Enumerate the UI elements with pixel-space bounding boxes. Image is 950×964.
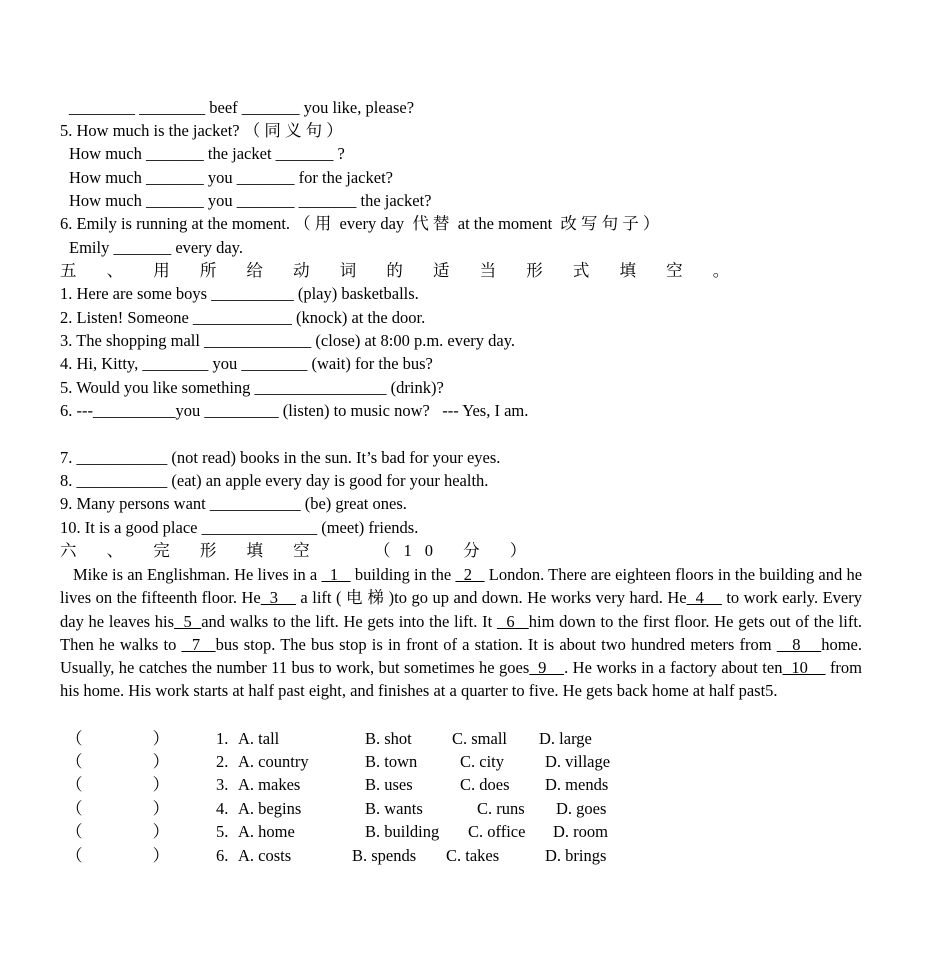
option-a: A. begins — [238, 799, 302, 818]
option-c: C. takes — [446, 846, 500, 865]
option-b: B. uses — [365, 775, 413, 794]
passage-text: bus stop. The bus stop is in front of a station. It is about two hundred meters from — [215, 634, 777, 654]
answer-bracket: （ ） — [66, 822, 170, 841]
cloze-blank: 4 — [686, 588, 722, 608]
fill-item: 8. ___________ (eat) an apple every day is good for your health. — [60, 471, 489, 490]
question-5-line-b: How much _______ you _______ for the jacket? — [69, 168, 393, 187]
passage-text: him down to the first floor. He gets out of the lift. Then he walks to — [60, 611, 863, 654]
passage-text: from his home. His work starts at half past eight, and finishes at a quarter to five. He gets back home at half past5. — [60, 658, 863, 701]
question-5-line-a: How much _______ the jacket _______ ? — [69, 144, 345, 163]
cloze-blank: 6 — [496, 611, 529, 631]
fill-item: 7. ___________ (not read) books in the sun. It’s bad for your eyes. — [60, 448, 501, 467]
option-b: B. spends — [352, 846, 417, 865]
cloze-blank: 2 — [455, 565, 485, 584]
option-d: D. mends — [545, 775, 609, 794]
option-a: A. home — [238, 822, 295, 841]
fill-item: 6. ---__________you _________ (listen) to music now? --- Yes, I am. — [60, 401, 529, 420]
cloze-blank: 3 — [260, 588, 296, 608]
answer-bracket: （ ） — [66, 846, 170, 865]
question-6: 6. Emily is running at the moment. （ 用 every day 代 替 at the moment 改 写 句 子 ） — [60, 214, 660, 233]
question-number: 3. — [216, 775, 229, 794]
option-c: C. runs — [477, 799, 525, 818]
option-b: B. building — [365, 822, 440, 841]
passage-text: London. There are eighteen floors in the building and he lives on the fifteenth floor. He — [60, 565, 863, 608]
cloze-blank: 1 — [321, 565, 351, 584]
option-d: D. room — [553, 822, 608, 841]
option-c: C. office — [468, 822, 526, 841]
passage-text: Mike is an Englishman. He lives in a — [73, 565, 322, 584]
fill-item: 4. Hi, Kitty, ________ you ________ (wait) for the bus? — [60, 354, 433, 373]
passage-text: home. Usually, he catches the number 11 bus to work, but sometimes he goes — [60, 634, 862, 678]
option-a: A. makes — [238, 775, 301, 794]
question-number: 2. — [216, 752, 229, 771]
option-d: D. village — [545, 752, 611, 771]
cloze-blank: 10 — [782, 658, 826, 678]
question-number: 4. — [216, 799, 229, 818]
passage-text: to work early. Every day he leaves his — [60, 588, 863, 631]
option-c: C. small — [452, 729, 508, 748]
cloze-blank: 5 — [174, 611, 202, 631]
answer-bracket: （ ） — [66, 729, 170, 748]
question-5: 5. How much is the jacket? （ 同 义 句 ） — [60, 121, 343, 140]
cloze-blank: 9 — [529, 658, 565, 678]
question-5-line-c: How much _______ you _______ _______ the jacket? — [69, 191, 432, 210]
section-5-title: 五 、 用 所 给 动 词 的 适 当 形 式 填 空 。 — [60, 261, 743, 280]
passage-text: building in the — [350, 565, 456, 584]
option-c: C. city — [460, 752, 504, 771]
question-6-line-a: Emily _______ every day. — [69, 238, 243, 257]
passage-text: a lift ( 电 梯 )to go up and down. He works very hard. He — [295, 588, 687, 608]
cloze-blank: 7 — [181, 634, 216, 654]
passage-text: . He works in a factory about ten — [564, 658, 783, 678]
cloze-blank: 8 — [776, 634, 822, 654]
option-c: C. does — [460, 775, 510, 794]
fill-item: 5. Would you like something ________________ (drink)? — [60, 378, 444, 397]
option-a: A. costs — [238, 846, 292, 865]
option-d: D. large — [539, 729, 592, 748]
option-b: B. wants — [365, 799, 423, 818]
fill-item: 2. Listen! Someone ____________ (knock) at the door. — [60, 308, 426, 327]
section-6-title: 六 、 完 形 填 空 （10 分 ） — [60, 541, 540, 560]
fill-item: 3. The shopping mall _____________ (close) at 8:00 p.m. every day. — [60, 331, 516, 350]
cloze-passage — [60, 563, 862, 703]
option-b: B. town — [365, 752, 418, 771]
option-d: D. goes — [556, 799, 607, 818]
answer-bracket: （ ） — [66, 752, 170, 771]
answer-bracket: （ ） — [66, 775, 170, 794]
sentence-line: ________ ________ beef _______ you like, please? — [69, 98, 415, 117]
option-a: A. tall — [238, 729, 280, 748]
question-number: 5. — [216, 822, 229, 841]
passage-text: and walks to the lift. He gets into the lift. It — [201, 611, 497, 631]
option-b: B. shot — [365, 729, 412, 748]
question-number: 1. — [216, 729, 229, 748]
fill-item: 9. Many persons want ___________ (be) great ones. — [60, 494, 407, 513]
option-d: D. brings — [545, 846, 607, 865]
answer-bracket: （ ） — [66, 799, 170, 818]
option-a: A. country — [238, 752, 309, 771]
fill-item: 10. It is a good place ______________ (meet) friends. — [60, 518, 419, 537]
fill-item: 1. Here are some boys __________ (play) basketballs. — [60, 284, 419, 303]
question-number: 6. — [216, 846, 229, 865]
